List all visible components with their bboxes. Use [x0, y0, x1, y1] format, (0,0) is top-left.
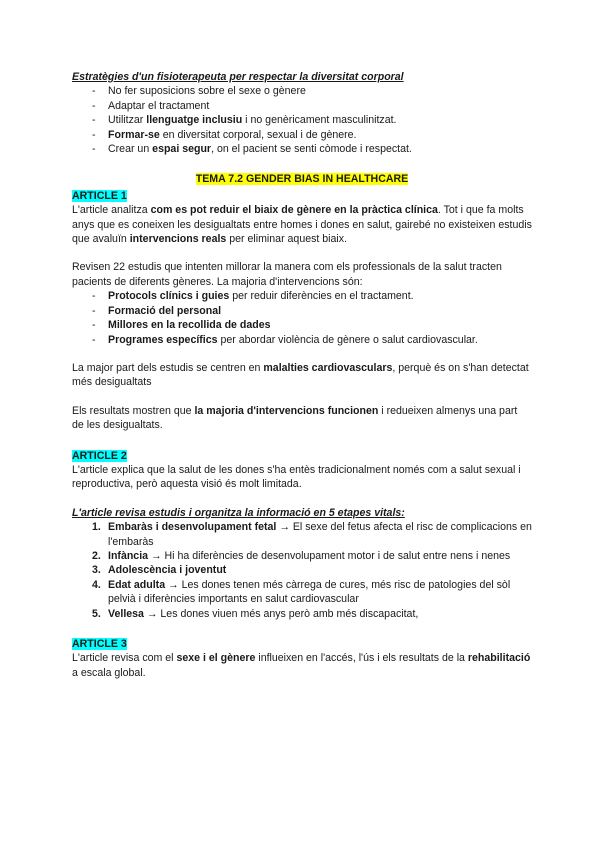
list-item: - Utilitzar llenguatge inclusiu i no genèricament masculinitzat. [92, 113, 532, 127]
list-item: - Protocols clínics i guies per reduir diferències en el tractament. [92, 289, 532, 303]
list-item: - Millores en la recollida de dades [92, 318, 532, 332]
document-page [72, 70, 532, 680]
article-2-intro: L'article explica que la salut de les dones s'ha entès tradicionalment només com a salut sexual i reproductiva, però aquesta visió és molt limitada. [72, 463, 521, 491]
list-item: - No fer suposicions sobre el sexe o gènere [92, 84, 532, 98]
article-1-review: Revisen 22 estudis que intenten millorar la manera com els professionals de la salut tracten pacients de diferents gèneres. La majoria d'intervencions són: [72, 261, 502, 288]
life-stages-list [72, 520, 532, 621]
topic-title: TEMA 7.2 GENDER BIAS IN HEALTHCARE [195, 173, 409, 186]
list-item: - Formació del personal [92, 304, 532, 318]
list-item: 5. Vellesa → Les dones viuen més anys però amb més discapacitat, [92, 607, 419, 620]
article-1-heading: ARTICLE 1 [72, 189, 127, 202]
list-item: 1. Embaràs i desenvolupament fetal → El sexe del fetus afecta el risc de complicacions en l'embaràs [92, 521, 532, 548]
list-item: 4. Edat adulta → Les dones tenen més càrrega de cures, més risc de patologies del sòl pelvià i diferències importants en salut cardiovascular [92, 578, 511, 606]
strategies-list [72, 84, 532, 156]
list-item: 2. Infància → Hi ha diferències de desenvolupament motor i de salut entre nens i nenes [92, 549, 511, 562]
article-2-subheading: L'article revisa estudis i organitza la informació en 5 etapes vitals: [72, 506, 405, 519]
article-2-heading: ARTICLE 2 [72, 449, 127, 462]
article-3-intro: L'article revisa com el sexe i el gènere influeixen en l'accés, l'ús i els resultats de la rehabilitació a escala global. [72, 652, 531, 679]
article-1-results: Els resultats mostren que la majoria d'intervencions funcionen i redueixen almenys una part de les desigualtats. [72, 404, 518, 432]
interventions-list [72, 289, 532, 347]
strategies-heading: Estratègies d'un fisioterapeuta per respectar la diversitat corporal [72, 71, 404, 83]
article-3-heading: ARTICLE 3 [72, 638, 127, 650]
article-1-intro: L'article analitza com es pot reduir el biaix de gènere en la pràctica clínica. Tot i que fa molts anys que es coneixen les desigualtats entre homes i dones en salut, gairebé no existeixen estudis que avaluïn intervencions reals per eliminar aquest biaix. [72, 204, 532, 246]
list-item: - Programes específics per abordar violència de gènere o salut cardiovascular. [92, 333, 532, 347]
list-item: - Crear un espai segur, on el pacient se senti còmode i respectat. [92, 142, 532, 156]
list-item: - Adaptar el tractament [92, 99, 532, 113]
list-item: - Formar-se en diversitat corporal, sexual i de gènere. [92, 128, 532, 142]
list-item: 3. Adolescència i joventut [92, 564, 227, 577]
article-1-cardio: La major part dels estudis se centren en malalties cardiovasculars, perquè és on s'han detectat més desigualtats [72, 361, 529, 389]
